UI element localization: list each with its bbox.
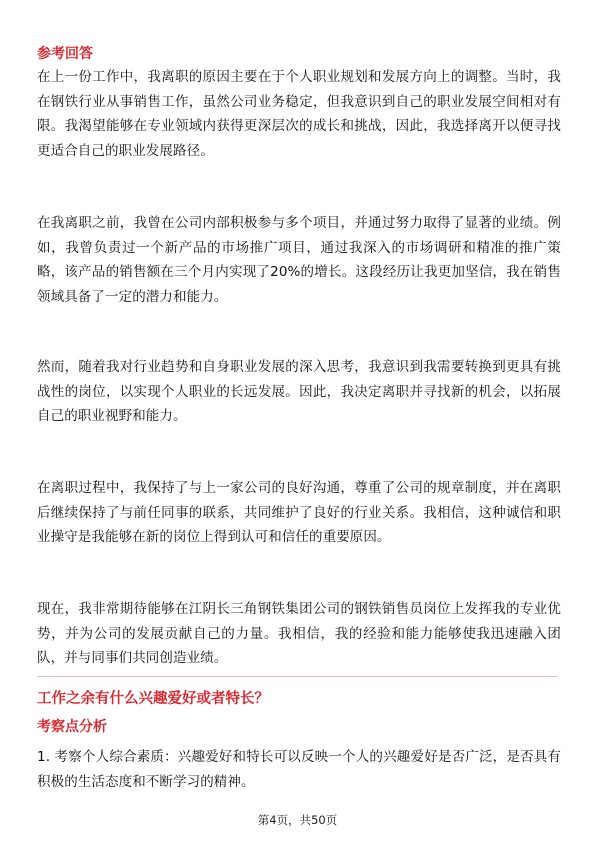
answer-paragraph-1: 在上一份工作中，我离职的原因主要在于个人职业规划和发展方向上的调整。当时，我在钢铁行业从事销售工作，虽然公司业务稳定，但我意识到自己的职业发展空间相对有限。我渴望能够在专业领域内获得更深层次的成长和挑战，因此，我选择离开以便寻找更适合自己的职业发展路径。	[37, 69, 561, 159]
answer-paragraph-3: 然而，随着我对行业趋势和自身职业发展的深入思考，我意识到我需要转换到更具有挑战性的岗位，以实现个人职业的长远发展。因此，我决定离职并寻找新的机会，以拓展自己的职业视野和能力。	[37, 359, 561, 425]
answer-paragraph-4: 在离职过程中，我保持了与上一家公司的良好沟通，尊重了公司的规章制度，并在离职后继续保持了与前任同事的联系，共同维护了良好的行业关系。我相信，这种诚信和职业操守是我能够在新的岗位上得到认可和信任的重要原因。	[37, 480, 561, 546]
page-number-footer: 第4页，共50页	[257, 813, 338, 827]
answer-heading: 参考回答	[37, 46, 93, 62]
analysis-paragraph: 1. 考察个人综合素质：兴趣爱好和特长可以反映一个人的兴趣爱好是否广泛，是否具有积极的生活态度和不断学习的精神。	[37, 749, 561, 790]
analysis-heading: 考察点分析	[37, 719, 107, 735]
section-divider	[37, 676, 558, 677]
question-heading: 工作之余有什么兴趣爱好或者特长？	[37, 691, 269, 707]
answer-paragraph-5: 现在，我非常期待能够在江阴长三角钢铁集团公司的钢铁销售员岗位上发挥我的专业优势，并为公司的发展贡献自己的力量。我相信，我的经验和能力能够使我迅速融入团队，并与同事们共同创造业绩。	[37, 601, 561, 667]
answer-paragraph-2: 在我离职之前，我曾在公司内部积极参与多个项目，并通过努力取得了显著的业绩。例如，我曾负责过一个新产品的市场推广项目，通过我深入的市场调研和精准的推广策略，该产品的销售额在三个月内实现了20%的增长。这段经历让我更加坚信，我在销售领域具备了一定的潜力和能力。	[37, 215, 561, 305]
